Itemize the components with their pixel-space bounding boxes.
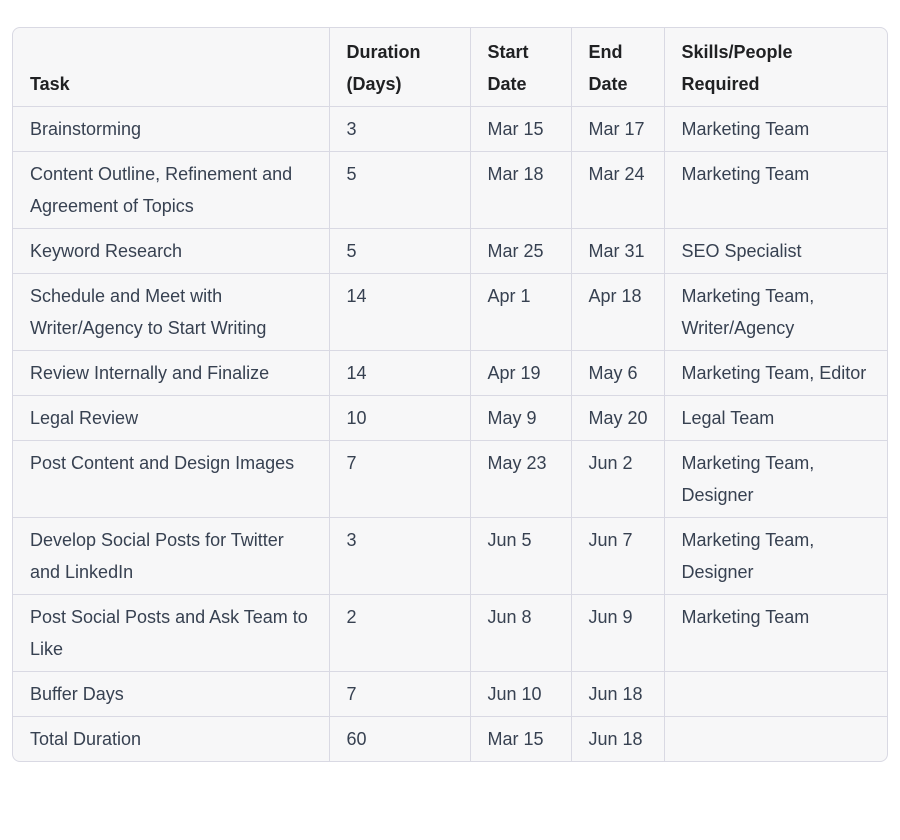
cell-task: Legal Review — [13, 396, 329, 441]
cell-task: Post Social Posts and Ask Team to Like — [13, 595, 329, 672]
table-row — [13, 107, 887, 152]
table-header — [13, 28, 887, 107]
cell-end-date: Mar 31 — [571, 229, 664, 274]
cell-duration: 14 — [329, 351, 470, 396]
cell-start-date: May 9 — [470, 396, 571, 441]
table-row — [13, 396, 887, 441]
cell-skills: Marketing Team, Writer/Agency — [664, 274, 887, 351]
cell-task: Develop Social Posts for Twitter and LinkedIn — [13, 518, 329, 595]
cell-duration: 7 — [329, 672, 470, 717]
table-row — [13, 595, 887, 672]
table-body — [13, 107, 887, 762]
cell-task: Keyword Research — [13, 229, 329, 274]
cell-end-date: Jun 2 — [571, 441, 664, 518]
table-row — [13, 672, 887, 717]
cell-duration: 5 — [329, 152, 470, 229]
cell-task: Schedule and Meet with Writer/Agency to Start Writing — [13, 274, 329, 351]
cell-end-date: May 6 — [571, 351, 664, 396]
table-row — [13, 441, 887, 518]
cell-duration: 7 — [329, 441, 470, 518]
cell-skills — [664, 717, 887, 762]
cell-duration: 3 — [329, 518, 470, 595]
cell-start-date: Jun 10 — [470, 672, 571, 717]
table-row — [13, 152, 887, 229]
cell-start-date: Mar 18 — [470, 152, 571, 229]
cell-skills: Marketing Team, Editor — [664, 351, 887, 396]
cell-skills: Marketing Team, Designer — [664, 441, 887, 518]
cell-skills: Marketing Team — [664, 152, 887, 229]
cell-task: Brainstorming — [13, 107, 329, 152]
header-skills: Skills/People Required — [664, 28, 887, 107]
table-row — [13, 274, 887, 351]
header-duration: Duration (Days) — [329, 28, 470, 107]
table-row-total — [13, 717, 887, 762]
cell-start-date: Mar 15 — [470, 717, 571, 762]
cell-skills: Marketing Team — [664, 107, 887, 152]
header-end-date: End Date — [571, 28, 664, 107]
cell-duration: 10 — [329, 396, 470, 441]
cell-skills: Legal Team — [664, 396, 887, 441]
cell-duration: 5 — [329, 229, 470, 274]
cell-end-date: Apr 18 — [571, 274, 664, 351]
cell-task: Total Duration — [13, 717, 329, 762]
cell-skills: SEO Specialist — [664, 229, 887, 274]
schedule-table — [13, 28, 887, 761]
cell-start-date: Jun 5 — [470, 518, 571, 595]
cell-end-date: Jun 7 — [571, 518, 664, 595]
cell-start-date: Mar 25 — [470, 229, 571, 274]
schedule-table-container — [12, 27, 888, 762]
cell-duration: 14 — [329, 274, 470, 351]
cell-end-date: Mar 24 — [571, 152, 664, 229]
cell-end-date: Jun 18 — [571, 717, 664, 762]
table-row — [13, 229, 887, 274]
cell-duration: 2 — [329, 595, 470, 672]
cell-end-date: Mar 17 — [571, 107, 664, 152]
cell-start-date: Apr 19 — [470, 351, 571, 396]
cell-end-date: Jun 18 — [571, 672, 664, 717]
header-start-date: Start Date — [470, 28, 571, 107]
cell-start-date: Apr 1 — [470, 274, 571, 351]
cell-skills: Marketing Team — [664, 595, 887, 672]
table-row — [13, 351, 887, 396]
cell-start-date: May 23 — [470, 441, 571, 518]
cell-start-date: Jun 8 — [470, 595, 571, 672]
header-task: Task — [13, 28, 329, 107]
cell-duration: 3 — [329, 107, 470, 152]
cell-start-date: Mar 15 — [470, 107, 571, 152]
cell-duration: 60 — [329, 717, 470, 762]
cell-task: Buffer Days — [13, 672, 329, 717]
cell-end-date: Jun 9 — [571, 595, 664, 672]
cell-skills: Marketing Team, Designer — [664, 518, 887, 595]
cell-task: Content Outline, Refinement and Agreement of Topics — [13, 152, 329, 229]
cell-task: Review Internally and Finalize — [13, 351, 329, 396]
table-row — [13, 518, 887, 595]
cell-skills — [664, 672, 887, 717]
header-row — [13, 28, 887, 107]
cell-task: Post Content and Design Images — [13, 441, 329, 518]
cell-end-date: May 20 — [571, 396, 664, 441]
